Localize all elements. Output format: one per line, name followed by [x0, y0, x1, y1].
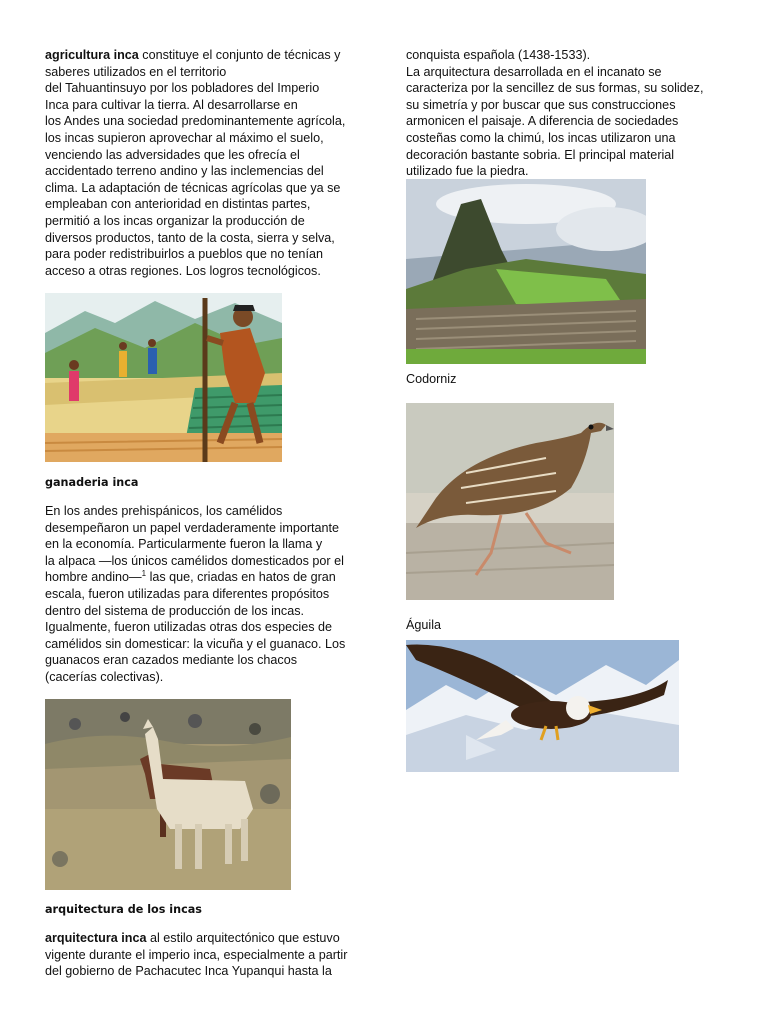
text-line: armonicen el paisaje. A diferencia de sociedades — [406, 114, 679, 129]
text-line: la alpaca —los únicos camélidos domesticados por el — [45, 553, 344, 568]
text-line: decoración bastante sobria. El principal material — [406, 147, 675, 162]
arquitectura-paragraph — [45, 930, 375, 980]
text-line: clima. La adaptación de técnicas agrícolas que ya se — [45, 180, 341, 195]
text-line: Igualmente, fueron utilizadas otras dos especies de — [45, 620, 333, 635]
inca-farming-illustration — [45, 293, 282, 462]
text-line: empleaban con anterioridad en distintas partes, — [45, 197, 311, 212]
caption-aguila: Águila — [406, 618, 442, 632]
text-line: escala, fueron utilizadas para diferentes propósitos — [45, 586, 330, 601]
arquitectura-heading: arquitectura de los incas — [45, 903, 202, 916]
text-line: los Andes una sociedad predominantemente agrícola, — [45, 114, 346, 129]
text-line: saberes utilizados en el territorio — [45, 64, 227, 79]
text-line: costeñas como la chimú, los incas utilizaron una — [406, 130, 676, 145]
text-line: accidentado terreno andino y las inclemencias del — [45, 164, 324, 179]
text-line: permitió a los incas organizar la producción de — [45, 213, 305, 228]
text-line: para poder redistribuirlos a pueblos que no tenían — [45, 247, 323, 262]
llama-photo — [45, 699, 291, 890]
arquitectura-continued-paragraph — [406, 47, 736, 180]
text-line: La arquitectura desarrollada en el incanato se — [406, 64, 662, 79]
text-line: constituye el conjunto de técnicas y — [138, 48, 341, 62]
footnote-marker: 1 — [141, 569, 147, 579]
text-line: vigente durante el imperio inca, especialmente a partir — [45, 947, 348, 962]
text-line: caracteriza por la sencillez de sus formas, su solidez, — [406, 81, 704, 96]
text-line: venciendo las adversidades que les ofrecía el — [45, 147, 300, 162]
text-line: los incas supieron aprovechar al máximo el suelo, — [45, 130, 324, 145]
text-line: utilizado fue la piedra. — [406, 164, 529, 179]
text-line: diversos productos, tanto de la costa, sierra y selva, — [45, 230, 335, 245]
text-line: desempeñaron un papel verdaderamente importante — [45, 520, 340, 535]
text-line: hombre andino— — [45, 570, 142, 585]
text-line: del gobierno de Pachacutec Inca Yupanqui hasta la — [45, 964, 332, 979]
eagle-photo — [406, 640, 679, 772]
text-line: las que, criadas en hatos de gran — [146, 570, 336, 585]
text-line: en la economía. Particularmente fueron la llama y — [45, 537, 323, 552]
text-line: Inca para cultivar la tierra. Al desarrollarse en — [45, 97, 298, 112]
machu-picchu-photo — [406, 179, 646, 364]
text-line: guanacos eran cazados mediante los chacos — [45, 653, 298, 668]
text-line: del Tahuantinsuyo por los pobladores del Imperio — [45, 81, 320, 96]
text-line: su simetría y por buscar que sus construcciones — [406, 97, 676, 112]
text-line: En los andes prehispánicos, los camélidos — [45, 504, 283, 518]
text-line: dentro del sistema de producción de los incas. — [45, 603, 305, 618]
text-line: conquista española (1438-1533). — [406, 48, 591, 62]
text-line: (cacerías colectivas). — [45, 669, 164, 684]
text-line: al estilo arquitectónico que estuvo — [146, 931, 340, 945]
ganaderia-heading: ganaderia inca — [45, 476, 139, 489]
agricultura-paragraph — [45, 47, 375, 279]
arquitectura-lead: arquitectura inca — [45, 931, 147, 945]
caption-codorniz: Codorniz — [406, 372, 457, 386]
quail-photo — [406, 403, 614, 600]
text-line: acceso a otras regiones. Los logros tecnológicos. — [45, 263, 321, 278]
agricultura-lead: agricultura inca — [45, 48, 139, 62]
ganaderia-paragraph — [45, 503, 375, 686]
text-line: camélidos sin domesticar: la vicuña y el guanaco. Los — [45, 636, 346, 651]
